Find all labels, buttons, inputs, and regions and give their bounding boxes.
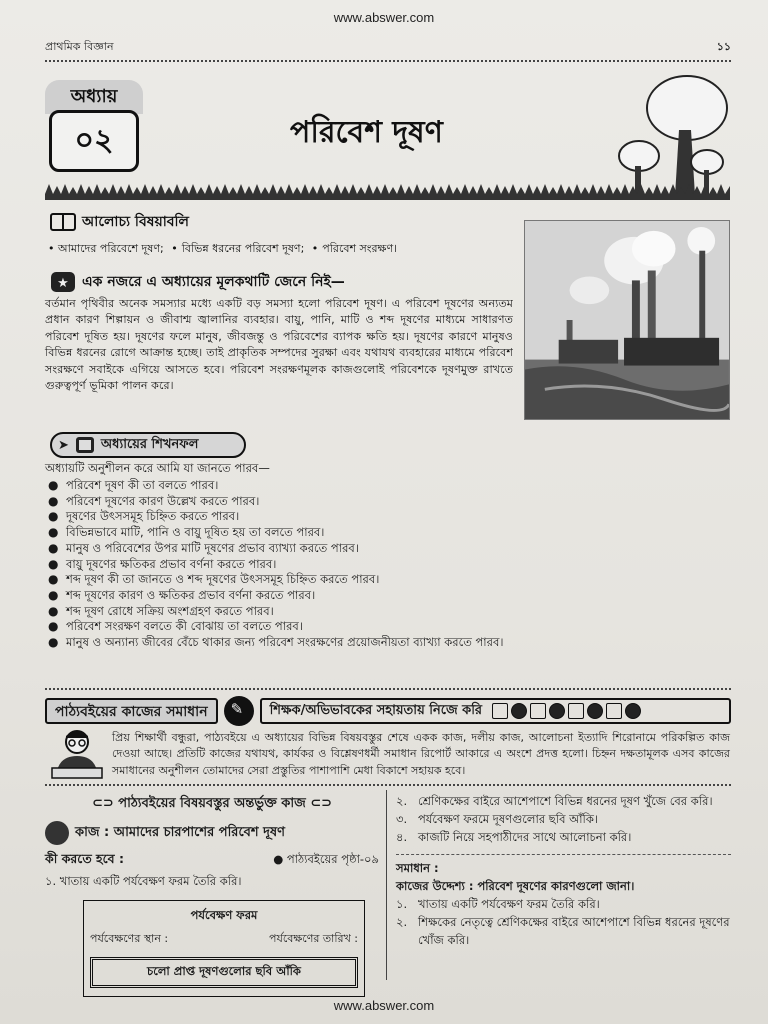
- list-item: ● মানুষ ও অন্যান্য জীবের বেঁচে থাকার জন্য পরিবেশ সংরক্ষণের প্রয়োজনীয়তা ব্যাখ্যা করতে পারব।: [48, 635, 504, 650]
- discussion-icon: [587, 703, 603, 719]
- checkbox-icon: [492, 703, 508, 719]
- list-item: ● শব্দ দূষণ কী তা জানতে ও শব্দ দূষণের উৎসসমূহ চিহ্নিত করতে পারব।: [48, 572, 380, 587]
- textbook-solution-label: পাঠ্যবইয়ের কাজের সমাধান: [45, 698, 218, 724]
- running-head: [45, 38, 731, 56]
- grass-border: [45, 184, 730, 200]
- list-item: ৩. পর্যবেক্ষণ ফরমে দূষণগুলোর ছবি আঁকি।: [396, 812, 598, 826]
- decor-left-icon: ⊂⊃: [91, 796, 114, 811]
- book-icon: [75, 436, 95, 454]
- self-help-label: শিক্ষক/অভিভাবকের সহায়তায় নিজে করি: [260, 698, 731, 724]
- chapter-badge: [45, 80, 145, 180]
- page-reference: ● পাঠ্যবইয়ের পৃষ্ঠা-০৯: [273, 852, 379, 866]
- solution-banner: [45, 697, 731, 725]
- list-item: ২. শিক্ষকের নেতৃত্বে শ্রেণিকক্ষের বাইরে আশেপাশে বিভিন্ন ধরনের দূষণের খোঁজ করি।: [396, 915, 730, 947]
- textbook-task-heading: ⊂⊃ পাঠ্যবইয়ের বিষয়বস্তুর অন্তর্ভুক্ত কাজ ⊂⊃: [91, 796, 333, 811]
- subject-label: প্রাথমিক বিজ্ঞান: [45, 40, 114, 53]
- summary-paragraph: বর্তমান পৃথিবীর অনেক সমস্যার মধ্যে একটি বড় সমস্যা হলো পরিবেশ দূষণ। এ পরিবেশ দূষণের অন্যতম প্রধান কারণ শিল্পায়ন ও জীবাশ্ম জ্বালানির ব্যবহার। বায়ু, পানি, মাটি ও শব্দ দূষণের মাধ্যমে সাধারণত পরিবেশ দূষিত হয়। দূষণের ফলে মানুষ, জীবজন্তু ও পরিবেশের ব্যাপক ক্ষতি হয়। দূষণের কারণে মানুষও বিভিন্ন ধরনের রোগে আক্রান্ত হচ্ছে। তাই প্রাকৃতিক সম্পদের সুরক্ষা এবং যথাযথ ব্যবহারের মাধ্যমে পরিবেশ সংরক্ষণে সবাইকে এগিয়ে আসতে হবে। পরিবেশ সংরক্ষণমূলক কাজগুলোই পরিবেশকে দূষণমুক্ত রাখতে গুরুত্বপূর্ণ ভূমিকা পালন করে।: [45, 297, 513, 393]
- checkbox-icon: [606, 703, 622, 719]
- solution-label: সমাধান :: [396, 861, 439, 875]
- checkbox-icon: [568, 703, 584, 719]
- form-title: পর্যবেক্ষণ ফরম: [190, 908, 258, 922]
- list-item: ● পরিবেশ দূষণ কী তা বলতে পারব।: [48, 478, 219, 492]
- list-item: ● দূষণের উৎসসমূহ চিহ্নিত করতে পারব।: [48, 509, 240, 524]
- step-1: ১. খাতায় একটি পর্যবেক্ষণ ফরম তৈরি করি।: [45, 874, 242, 888]
- form-draw-box: চলো প্রাপ্ত দূষণগুলোর ছবি আঁকি: [90, 957, 358, 988]
- list-item: ৪. কাজটি নিয়ে সহপাঠীদের সাথে আলোচনা করি।: [396, 830, 632, 844]
- student-note: প্রিয় শিক্ষার্থী বন্ধুরা, পাঠ্যবইয়ে এ অধ্যায়ের বিভিন্ন বিষয়বস্তুর শেষে একক কাজ, দলীয় কাজ, আলোচনা ইত্যাদি শিরোনামে পরিকল্পিত কাজ দেওয়া আছে। প্রতিটি কাজের যথাযথ, কার্যকর ও বিশ্লেষণধর্মী সমাধান রিপোর্ট আকারে এ অংশে প্রদত্ত হলো। চিহ্নন দক্ষতামূলক এসব কাজের সমাধানের অনুশীলন তোমাদের সেরা প্রস্তুতির পাশাপাশি মেধা বিকাশে সহায়ক হবে।: [112, 731, 730, 777]
- page-number: ১১: [716, 40, 731, 53]
- svg-text:★: ★: [57, 276, 69, 291]
- chapter-label: অধ্যায়: [45, 80, 143, 114]
- group-icon: [549, 703, 565, 719]
- what-to-do-label: কী করতে হবে :: [45, 851, 124, 866]
- task-objective: কাজের উদ্দেশ্য : পরিবেশ দূষণের কারণগুলো জানা।: [396, 879, 635, 893]
- topics-heading-text: আলোচ্য বিষয়াবলি: [82, 214, 189, 230]
- list-item: ● শব্দ দূষণ রোধে সক্রিয় অংশগ্রহণ করতে পারব।: [48, 603, 274, 618]
- activity-icons: [492, 703, 641, 719]
- topic-item: পরিবেশ সংরক্ষণ।: [322, 242, 398, 255]
- topic-item: বিভিন্ন ধরনের পরিবেশ দূষণ;: [181, 242, 305, 255]
- list-item: ● মানুষ ও পরিবেশের উপর মাটি দূষণের প্রভাব ব্যাখ্যা করতে পারব।: [48, 540, 359, 555]
- list-item: ● শব্দ দূষণের কারণ ও ক্ষতিকর প্রভাব বর্ণনা করতে পারব।: [48, 587, 316, 602]
- glance-heading: [50, 270, 345, 294]
- list-item: ● বিভিন্নভাবে মাটি, পানি ও বায়ু দূষিত হয় তা বলতে পারব।: [48, 525, 325, 540]
- divider: [396, 854, 731, 855]
- outcomes-list: [48, 478, 728, 651]
- outcomes-heading: [50, 432, 246, 458]
- header-divider: [45, 60, 731, 62]
- form-date-field: পর্যবেক্ষণের তারিখ :: [269, 932, 358, 945]
- watermark-bottom: www.abswer.com: [333, 998, 435, 1013]
- list-item: ২. শ্রেণিকক্ষের বাইরে আশেপাশে বিভিন্ন ধরনের দূষণ খুঁজে বের করি।: [396, 794, 713, 808]
- arrow-icon: ➤: [58, 437, 69, 453]
- observation-form: [83, 900, 365, 997]
- list-item: ১. খাতায় একটি পর্যবেক্ষণ ফরম তৈরি করি।: [396, 897, 600, 911]
- trees-illustration: [615, 70, 730, 200]
- topics-heading: [50, 210, 189, 234]
- list-item: ● পরিবেশ দূষণের কারণ উল্লেখ করতে পারব।: [48, 493, 260, 508]
- person-icon: [511, 703, 527, 719]
- decor-right-icon: ⊂⊃: [310, 796, 333, 811]
- outcomes-intro: অধ্যায়টি অনুশীলন করে আমি যা জানতে পারব—: [45, 461, 270, 475]
- instructions-row: [45, 851, 379, 871]
- form-place-field: পর্যবেক্ষণের স্থান :: [90, 932, 169, 945]
- student-reading-icon: [48, 728, 106, 780]
- glance-heading-text: এক নজরে এ অধ্যায়ের মূলকথাটি জেনে নিই—: [82, 274, 345, 290]
- checkbox-icon: [530, 703, 546, 719]
- chapter-title: পরিবেশ দূষণ: [290, 115, 443, 150]
- form-fields: [90, 930, 358, 949]
- task-title: কাজ : আমাদের চারপাশের পরিবেশ দূষণ: [45, 821, 379, 845]
- list-item: ● পরিবেশ সংরক্ষণ বলতে কী বোঝায় তা বলতে পারব।: [48, 619, 303, 634]
- outcomes-heading-text: অধ্যায়ের শিখনফল: [100, 436, 199, 452]
- topics-list: • আমাদের পরিবেশে দূষণ; • বিভিন্ন ধরনের পরিবেশ দূষণ; • পরিবেশ সংরক্ষণ।: [48, 242, 398, 255]
- book-icon: [50, 213, 76, 231]
- section-divider: [45, 784, 731, 786]
- right-column: [396, 792, 731, 949]
- star-badge-icon: [50, 271, 76, 293]
- section-divider: [45, 688, 731, 690]
- column-divider: [386, 790, 387, 980]
- topic-item: আমাদের পরিবেশে দূষণ;: [58, 242, 164, 255]
- left-column: [45, 792, 379, 997]
- magnifier-icon: [45, 821, 69, 845]
- chapter-number: ০২: [49, 110, 139, 172]
- pen-icon: [224, 696, 254, 726]
- watermark-top: www.abswer.com: [333, 10, 435, 25]
- list-item: ● বায়ু দূষণের ক্ষতিকর প্রভাব বর্ণনা করতে পারব।: [48, 556, 277, 571]
- globe-icon: [625, 703, 641, 719]
- factory-pollution-image: [524, 220, 730, 420]
